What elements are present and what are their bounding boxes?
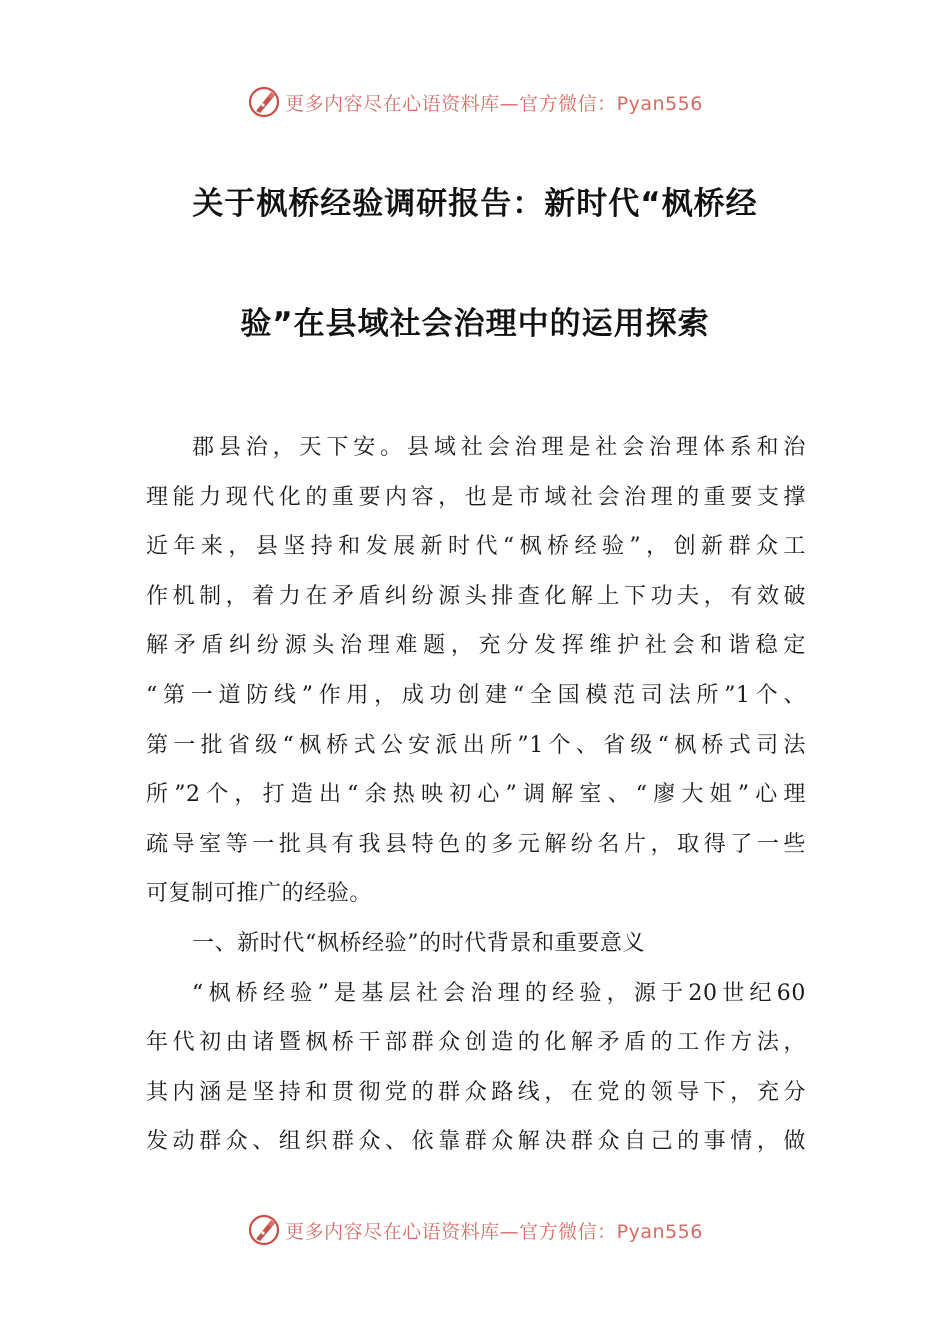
body-line: “第一道防线”作用，成功创建“全国模范司法所”1个、 <box>146 682 806 708</box>
header-watermark <box>0 82 950 122</box>
pen-nib-icon <box>247 85 281 119</box>
document-body <box>146 428 806 1172</box>
footer-watermark <box>0 1210 950 1250</box>
body-line: 作机制，着力在矛盾纠纷源头排查化解上下功夫，有效破 <box>146 583 806 609</box>
section-heading: 一、新时代“枫桥经验”的时代背景和重要意义 <box>192 930 646 956</box>
body-line: 可复制可推广的经验。 <box>146 881 373 907</box>
body-line: 郡县治，天下安。县域社会治理是社会治理体系和治 <box>192 435 806 460</box>
document-title-line-1: 关于枫桥经验调研报告：新时代“枫桥经 <box>192 186 758 222</box>
document-title-line-2: 验”在县域社会治理中的运用探索 <box>240 306 710 342</box>
body-line: 疏导室等一批具有我县特色的多元解纷名片，取得了一些 <box>146 831 806 857</box>
pen-nib-icon <box>247 1213 281 1247</box>
body-line: 所”2个，打造出“余热映初心”调解室、“廖大姐”心理 <box>146 782 806 808</box>
body-line: 理能力现代化的重要内容，也是市域社会治理的重要支撑 <box>146 484 806 510</box>
body-line: 其内涵是坚持和贯彻党的群众路线，在党的领导下，充分 <box>146 1079 806 1105</box>
body-line: 年代初由诸暨枫桥干部群众创造的化解矛盾的工作方法， <box>146 1030 806 1056</box>
watermark-text: 更多内容尽在心语资料库—官方微信：Pyan556 <box>285 92 703 115</box>
body-line: “枫桥经验”是基层社会治理的经验，源于20世纪60 <box>192 980 806 1006</box>
body-line: 发动群众、组织群众、依靠群众解决群众自己的事情，做 <box>146 1129 806 1155</box>
body-line: 近年来，县坚持和发展新时代“枫桥经验”，创新群众工 <box>146 534 806 560</box>
body-line: 解矛盾纠纷源头治理难题，充分发挥维护社会和谐稳定 <box>146 633 806 659</box>
watermark-text: 更多内容尽在心语资料库—官方微信：Pyan556 <box>285 1220 703 1243</box>
body-line: 第一批省级“枫桥式公安派出所”1个、省级“枫桥式司法 <box>146 732 806 758</box>
